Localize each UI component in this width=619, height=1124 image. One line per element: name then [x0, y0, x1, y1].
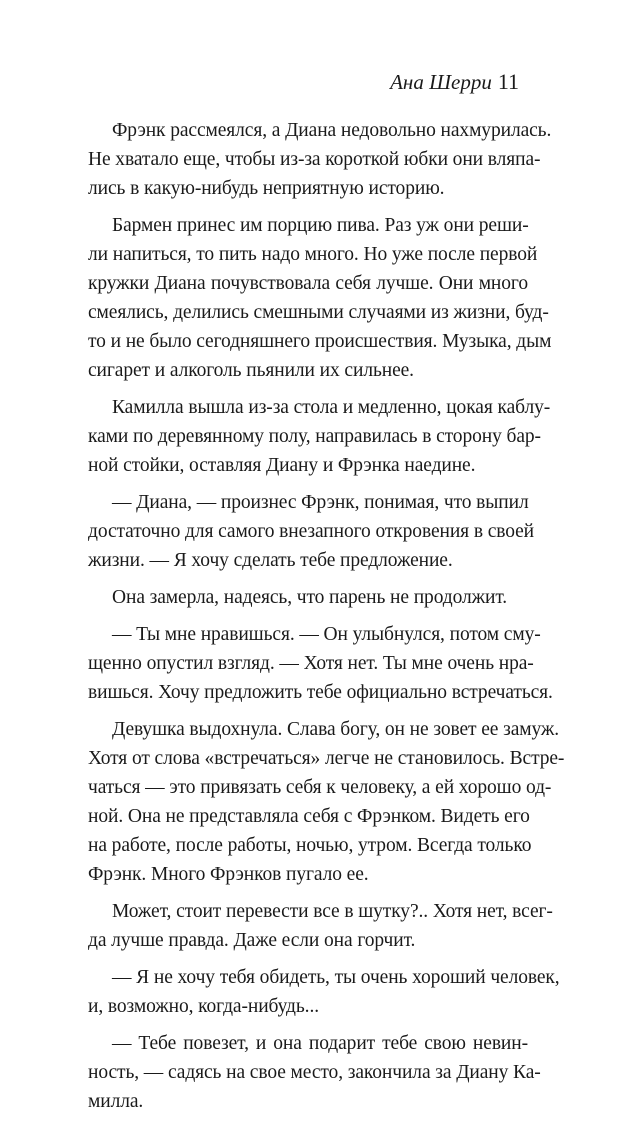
- text-line: лись в какую-нибудь неприятную историю.: [88, 178, 445, 199]
- text-line: достаточно для самого внезапного откровения в своей: [88, 521, 535, 542]
- paragraph: [88, 897, 553, 955]
- running-head-author: Ана Шерри: [390, 70, 492, 94]
- text-line: чаться — это привязать себя к человеку, а ей хорошо од-: [88, 777, 552, 798]
- paragraph: [88, 116, 552, 203]
- running-head: [390, 70, 519, 94]
- text-line: Бармен принес им порцию пива. Раз уж они реши-: [112, 215, 529, 236]
- text-line: — Диана, — произнес Фрэнк, понимая, что выпил: [112, 492, 529, 513]
- text-line: жизни. — Я хочу сделать тебе предложение.: [88, 550, 453, 571]
- paragraph: [88, 715, 565, 889]
- text-line: и, возможно, когда-нибудь...: [88, 996, 319, 1017]
- text-line: Хотя от слова «встречаться» легче не становилось. Встре-: [88, 748, 565, 769]
- text-line: кружки Диана почувствовала себя лучше. Они много: [88, 273, 528, 294]
- paragraph: [88, 620, 553, 707]
- paragraph: [88, 211, 552, 385]
- paragraph: [88, 488, 535, 575]
- text-line: то и не было сегодняшнего происшествия. Музыка, дым: [88, 331, 552, 352]
- paragraph: [88, 583, 528, 612]
- body-text: [88, 116, 565, 1124]
- paragraph: [88, 393, 551, 480]
- text-line: Фрэнк рассмеялся, а Диана недовольно нахмурилась.: [112, 120, 552, 141]
- text-line: Может, стоит перевести все в шутку?.. Хотя нет, всег-: [112, 901, 553, 922]
- text-line: да лучше правда. Даже если она горчит.: [88, 930, 416, 951]
- text-line: Не хватало еще, чтобы из-за короткой юбки они вляпа-: [88, 149, 541, 170]
- text-line: ной. Она не представляла себя с Фрэнком. Видеть его: [88, 806, 530, 827]
- text-line: щенно опустил взгляд. — Хотя нет. Ты мне очень нра-: [88, 653, 534, 674]
- text-line: Она замерла, надеясь, что парень не продолжит.: [112, 587, 508, 608]
- text-line: на работе, после работы, ночью, утром. Всегда только: [88, 835, 532, 856]
- text-line: ность, — садясь на свое место, закончила за Диану Ка-: [88, 1062, 541, 1083]
- text-line: вишься. Хочу предложить тебе официально встречаться.: [88, 682, 553, 703]
- text-line: ной стойки, оставляя Диану и Фрэнка наедине.: [88, 455, 476, 476]
- text-line: — Ты мне нравишься. — Он улыбнулся, потом сму-: [112, 624, 541, 645]
- text-line: сигарет и алкоголь пьянили их сильнее.: [88, 360, 414, 381]
- text-line: ли напиться, то пить надо много. Но уже после первой: [88, 244, 538, 265]
- text-line: ками по деревянному полу, направилась в сторону бар-: [88, 426, 541, 447]
- text-line: милла.: [88, 1091, 144, 1112]
- paragraph: [88, 963, 560, 1021]
- page-number: 11: [497, 69, 519, 94]
- text-line: Девушка выдохнула. Слава богу, он не зовет ее замуж.: [112, 719, 560, 740]
- text-line: — Я не хочу тебя обидеть, ты очень хороший человек,: [112, 967, 560, 988]
- text-line: Камилла вышла из-за стола и медленно, цокая каблу-: [112, 397, 551, 418]
- paragraph: [88, 1029, 541, 1116]
- text-line: смеялись, делились смешными случаями из жизни, буд-: [88, 302, 549, 323]
- text-line: Фрэнк. Много Фрэнков пугало ее.: [88, 864, 369, 885]
- text-line: — Тебе повезет, и она подарит тебе свою невин-: [112, 1033, 528, 1054]
